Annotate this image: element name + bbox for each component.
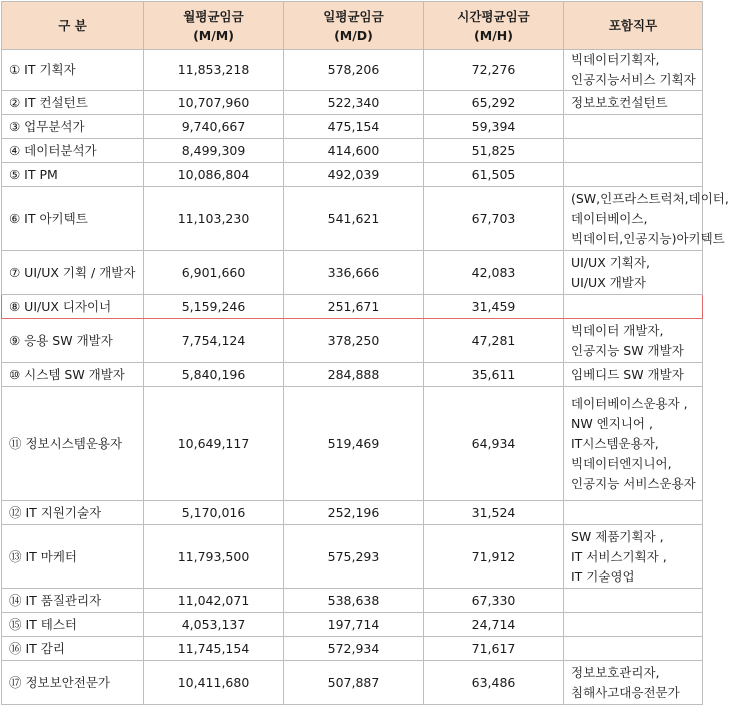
hourly-wage-cell: 31,524 bbox=[424, 501, 564, 525]
duty-line: (SW,인프라스트럭처,데이터, bbox=[571, 190, 729, 206]
duty-line: IT시스템운용자, bbox=[571, 435, 659, 451]
header-monthly bbox=[144, 2, 284, 50]
duties-cell bbox=[564, 187, 729, 251]
job-name-cell: ⑩ 시스템 SW 개발자 bbox=[2, 363, 144, 387]
duties-cell bbox=[564, 525, 703, 589]
header-duties: 포함직무 bbox=[564, 2, 703, 50]
table-row bbox=[2, 525, 703, 589]
hourly-wage-cell: 63,486 bbox=[424, 661, 564, 705]
monthly-wage-cell: 5,159,246 bbox=[144, 295, 284, 319]
table-row bbox=[2, 589, 703, 613]
job-name-cell: ⑬ IT 마케터 bbox=[2, 525, 144, 589]
header-monthly-unit: (M/M) bbox=[193, 27, 234, 43]
table-row bbox=[2, 163, 703, 187]
monthly-wage-cell: 6,901,660 bbox=[144, 251, 284, 295]
monthly-wage-cell: 11,103,230 bbox=[144, 187, 284, 251]
duty-line: 데이터베이스운용자 , bbox=[571, 395, 688, 411]
duties-cell bbox=[564, 251, 703, 295]
duty-line: IT 서비스기획자 , bbox=[571, 548, 667, 564]
job-name-cell: ⑥ IT 아키텍트 bbox=[2, 187, 144, 251]
hourly-wage-cell: 64,934 bbox=[424, 387, 564, 501]
table-row bbox=[2, 319, 703, 363]
monthly-wage-cell: 9,740,667 bbox=[144, 115, 284, 139]
job-name-cell: ② IT 컨설턴트 bbox=[2, 91, 144, 115]
duty-line: 임베디드 SW 개발자 bbox=[571, 366, 684, 382]
daily-wage-cell: 519,469 bbox=[284, 387, 424, 501]
daily-wage-cell: 475,154 bbox=[284, 115, 424, 139]
job-name-cell: ⑯ IT 감리 bbox=[2, 637, 144, 661]
monthly-wage-cell: 10,707,960 bbox=[144, 91, 284, 115]
daily-wage-cell: 578,206 bbox=[284, 50, 424, 91]
table-row bbox=[2, 91, 703, 115]
hourly-wage-cell: 65,292 bbox=[424, 91, 564, 115]
duty-line: 빅데이터엔지니어, bbox=[571, 455, 672, 471]
hourly-wage-cell: 71,912 bbox=[424, 525, 564, 589]
hourly-wage-cell: 59,394 bbox=[424, 115, 564, 139]
duty-line: 빅데이터 개발자, bbox=[571, 322, 664, 338]
duties-cell bbox=[564, 613, 703, 637]
hourly-wage-cell: 31,459 bbox=[424, 295, 564, 319]
duty-line: NW 엔지니어 , bbox=[571, 415, 653, 431]
duties-cell bbox=[564, 387, 703, 501]
monthly-wage-cell: 11,042,071 bbox=[144, 589, 284, 613]
hourly-wage-cell: 72,276 bbox=[424, 50, 564, 91]
duty-line: SW 제품기획자 , bbox=[571, 528, 664, 544]
header-hourly bbox=[424, 2, 564, 50]
daily-wage-cell: 492,039 bbox=[284, 163, 424, 187]
hourly-wage-cell: 47,281 bbox=[424, 319, 564, 363]
job-name-cell: ① IT 기획자 bbox=[2, 50, 144, 91]
duties-cell bbox=[564, 363, 703, 387]
daily-wage-cell: 572,934 bbox=[284, 637, 424, 661]
daily-wage-cell: 507,887 bbox=[284, 661, 424, 705]
job-name-cell: ⑨ 응용 SW 개발자 bbox=[2, 319, 144, 363]
hourly-wage-cell: 67,330 bbox=[424, 589, 564, 613]
duties-cell bbox=[564, 295, 703, 319]
hourly-wage-cell: 61,505 bbox=[424, 163, 564, 187]
daily-wage-cell: 378,250 bbox=[284, 319, 424, 363]
duties-cell bbox=[564, 91, 703, 115]
monthly-wage-cell: 5,170,016 bbox=[144, 501, 284, 525]
table-row bbox=[2, 115, 703, 139]
table-row bbox=[2, 637, 703, 661]
table-row bbox=[2, 251, 703, 295]
monthly-wage-cell: 10,411,680 bbox=[144, 661, 284, 705]
header-row bbox=[2, 2, 703, 50]
job-name-cell: ⑫ IT 지원기술자 bbox=[2, 501, 144, 525]
duty-line: 빅데이터,인공지능)아키텍트 bbox=[571, 230, 725, 246]
job-name-cell: ⑪ 정보시스템운용자 bbox=[2, 387, 144, 501]
duties-cell bbox=[564, 661, 703, 705]
daily-wage-cell: 252,196 bbox=[284, 501, 424, 525]
duty-line: 빅데이터기획자, bbox=[571, 52, 660, 67]
daily-wage-cell: 538,638 bbox=[284, 589, 424, 613]
duty-line: 인공지능 서비스운용자 bbox=[571, 475, 696, 491]
job-name-cell: ⑦ UI/UX 기획 / 개발자 bbox=[2, 251, 144, 295]
duties-cell bbox=[564, 589, 703, 613]
duty-line: 인공지능서비스 기획자 bbox=[571, 72, 696, 87]
daily-wage-cell: 541,621 bbox=[284, 187, 424, 251]
job-name-cell: ⑭ IT 품질관리자 bbox=[2, 589, 144, 613]
table-row bbox=[2, 187, 703, 251]
monthly-wage-cell: 10,649,117 bbox=[144, 387, 284, 501]
duties-cell bbox=[564, 501, 703, 525]
table-row bbox=[2, 501, 703, 525]
table-row bbox=[2, 613, 703, 637]
duties-cell bbox=[564, 319, 703, 363]
table-row bbox=[2, 139, 703, 163]
daily-wage-cell: 522,340 bbox=[284, 91, 424, 115]
monthly-wage-cell: 10,086,804 bbox=[144, 163, 284, 187]
monthly-wage-cell: 5,840,196 bbox=[144, 363, 284, 387]
hourly-wage-cell: 42,083 bbox=[424, 251, 564, 295]
job-name-cell: ⑧ UI/UX 디자이너 bbox=[2, 295, 144, 319]
hourly-wage-cell: 67,703 bbox=[424, 187, 564, 251]
hourly-wage-cell: 51,825 bbox=[424, 139, 564, 163]
job-name-cell: ⑮ IT 테스터 bbox=[2, 613, 144, 637]
duties-cell bbox=[564, 115, 703, 139]
duty-line: UI/UX 개발자 bbox=[571, 274, 646, 290]
header-hourly-unit: (M/H) bbox=[474, 27, 513, 43]
hourly-wage-cell: 35,611 bbox=[424, 363, 564, 387]
daily-wage-cell: 284,888 bbox=[284, 363, 424, 387]
job-name-cell: ⑤ IT PM bbox=[2, 163, 144, 187]
daily-wage-cell: 336,666 bbox=[284, 251, 424, 295]
monthly-wage-cell: 8,499,309 bbox=[144, 139, 284, 163]
duty-line: 인공지능 SW 개발자 bbox=[571, 342, 684, 358]
wage-table bbox=[1, 1, 729, 705]
job-name-cell: ⑰ 정보보안전문가 bbox=[2, 661, 144, 705]
duty-line: 데이터베이스, bbox=[571, 210, 648, 226]
monthly-wage-cell: 4,053,137 bbox=[144, 613, 284, 637]
duties-cell bbox=[564, 637, 703, 661]
table-row bbox=[2, 387, 703, 501]
duty-line: UI/UX 기획자, bbox=[571, 254, 650, 270]
daily-wage-cell: 575,293 bbox=[284, 525, 424, 589]
table-row bbox=[2, 363, 703, 387]
table-row bbox=[2, 295, 703, 319]
table-row bbox=[2, 50, 703, 91]
monthly-wage-cell: 11,853,218 bbox=[144, 50, 284, 91]
job-name-cell: ④ 데이터분석가 bbox=[2, 139, 144, 163]
duty-line: 정보보호컨설턴트 bbox=[571, 94, 668, 110]
header-hourly-title: 시간평균임금 bbox=[457, 8, 530, 24]
duties-cell bbox=[564, 163, 703, 187]
hourly-wage-cell: 24,714 bbox=[424, 613, 564, 637]
monthly-wage-cell: 7,754,124 bbox=[144, 319, 284, 363]
header-category: 구 분 bbox=[2, 2, 144, 50]
monthly-wage-cell: 11,745,154 bbox=[144, 637, 284, 661]
table-row bbox=[2, 661, 703, 705]
duty-line: 정보보호관리자, bbox=[571, 664, 660, 680]
header-monthly-title: 월평균임금 bbox=[183, 8, 244, 24]
monthly-wage-cell: 11,793,500 bbox=[144, 525, 284, 589]
daily-wage-cell: 251,671 bbox=[284, 295, 424, 319]
daily-wage-cell: 414,600 bbox=[284, 139, 424, 163]
duties-cell bbox=[564, 139, 703, 163]
header-daily-unit: (M/D) bbox=[334, 27, 373, 43]
header-daily bbox=[284, 2, 424, 50]
hourly-wage-cell: 71,617 bbox=[424, 637, 564, 661]
table-body bbox=[2, 50, 729, 705]
duty-line: 침해사고대응전문가 bbox=[571, 684, 680, 700]
duties-cell bbox=[564, 50, 703, 91]
duty-line: IT 기술영업 bbox=[571, 568, 635, 584]
job-name-cell: ③ 업무분석가 bbox=[2, 115, 144, 139]
daily-wage-cell: 197,714 bbox=[284, 613, 424, 637]
header-daily-title: 일평균임금 bbox=[323, 8, 384, 24]
